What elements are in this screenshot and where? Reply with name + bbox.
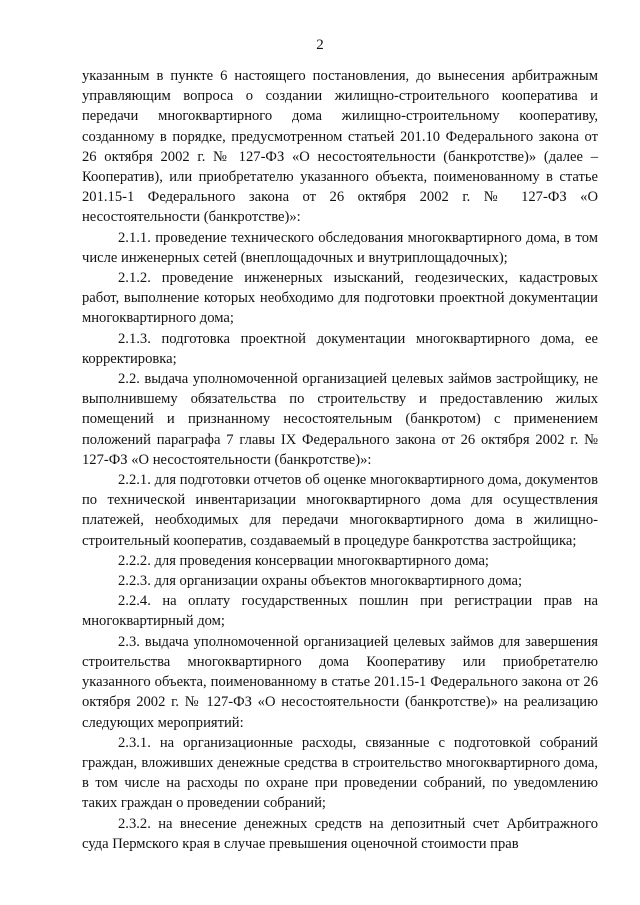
paragraph-2-2-2: 2.2.2. для проведения консервации многоквартирного дома; <box>118 552 489 569</box>
paragraph-continuation: указанным в пункте 6 настоящего постановления, до вынесения арбитражным управляющим вопроса о создании жилищно-строительного кооператива и передачи многоквартирного дома жилищно-строительному кооперативу, созданному в порядке, предусмотренном статьей 201.10 Федерального закона от 26 октября 2002 г. № 127-ФЗ «О несостоятельности (банкротстве)» (далее – Кооператив), или приобретателю указанного объекта, поименованному в статье 201.15-1 Федерального закона от 26 октября 2002 г. № 127-ФЗ «О несостоятельности (банкротстве)»: <box>82 68 598 226</box>
paragraph-2-1-3: 2.1.3. подготовка проектной документации многоквартирного дома, ее корректировка; <box>82 330 598 367</box>
paragraph-2-3-2: 2.3.2. на внесение денежных средств на депозитный счет Арбитражного суда Пермского края в случае превышения оценочной стоимости прав <box>82 815 598 852</box>
paragraph-2-3: 2.3. выдача уполномоченной организацией целевых займов для завершения строительства многоквартирного дома Кооперативу или приобретателю указанного объекта, поименованному в статье 201.15-1 Федерального закона от 26 октября 2002 г. № 127-ФЗ «О несостоятельности (банкротстве)» на реализацию следующих мероприятий: <box>82 633 598 731</box>
paragraph-2-1-1: 2.1.1. проведение технического обследования многоквартирного дома, в том числе инженерных сетей (внеплощадочных и внутриплощадочных); <box>82 229 598 266</box>
paragraph-2-2-1: 2.2.1. для подготовки отчетов об оценке многоквартирного дома, документов по технической инвентаризации многоквартирного дома для осуществления платежей, необходимых для передачи многоквартирного дома в жилищно-строительный кооператив, создаваемый в процедуре банкротства застройщика; <box>82 472 598 549</box>
paragraph-2-2-4: 2.2.4. на оплату государственных пошлин при регистрации прав на многоквартирный дом; <box>82 593 598 630</box>
paragraph-2-2-3: 2.2.3. для организации охраны объектов многоквартирного дома; <box>118 573 523 590</box>
paragraph-2-3-1: 2.3.1. на организационные расходы, связанные с подготовкой собраний граждан, вложивших денежные средства в строительство многоквартирного дома, в том числе на расходы по охране при проведении собраний, по уведомлению таких граждан о проведении собраний; <box>82 734 598 812</box>
paragraph-2-1-2: 2.1.2. проведение инженерных изысканий, геодезических, кадастровых работ, выполнение которых необходимо для подготовки проектной документации многоквартирного дома; <box>82 270 598 327</box>
document-body <box>82 66 598 854</box>
page-number: 2 <box>316 37 324 53</box>
paragraph-2-2: 2.2. выдача уполномоченной организацией целевых займов застройщику, не выполнившему обязательства по строительству и предоставлению жилых помещений и признанному несостоятельным (банкротом) с применением положений параграфа 7 главы IX Федерального закона от 26 октября 2002 г. № 127-ФЗ «О несостоятельности (банкротстве)»: <box>82 371 598 468</box>
